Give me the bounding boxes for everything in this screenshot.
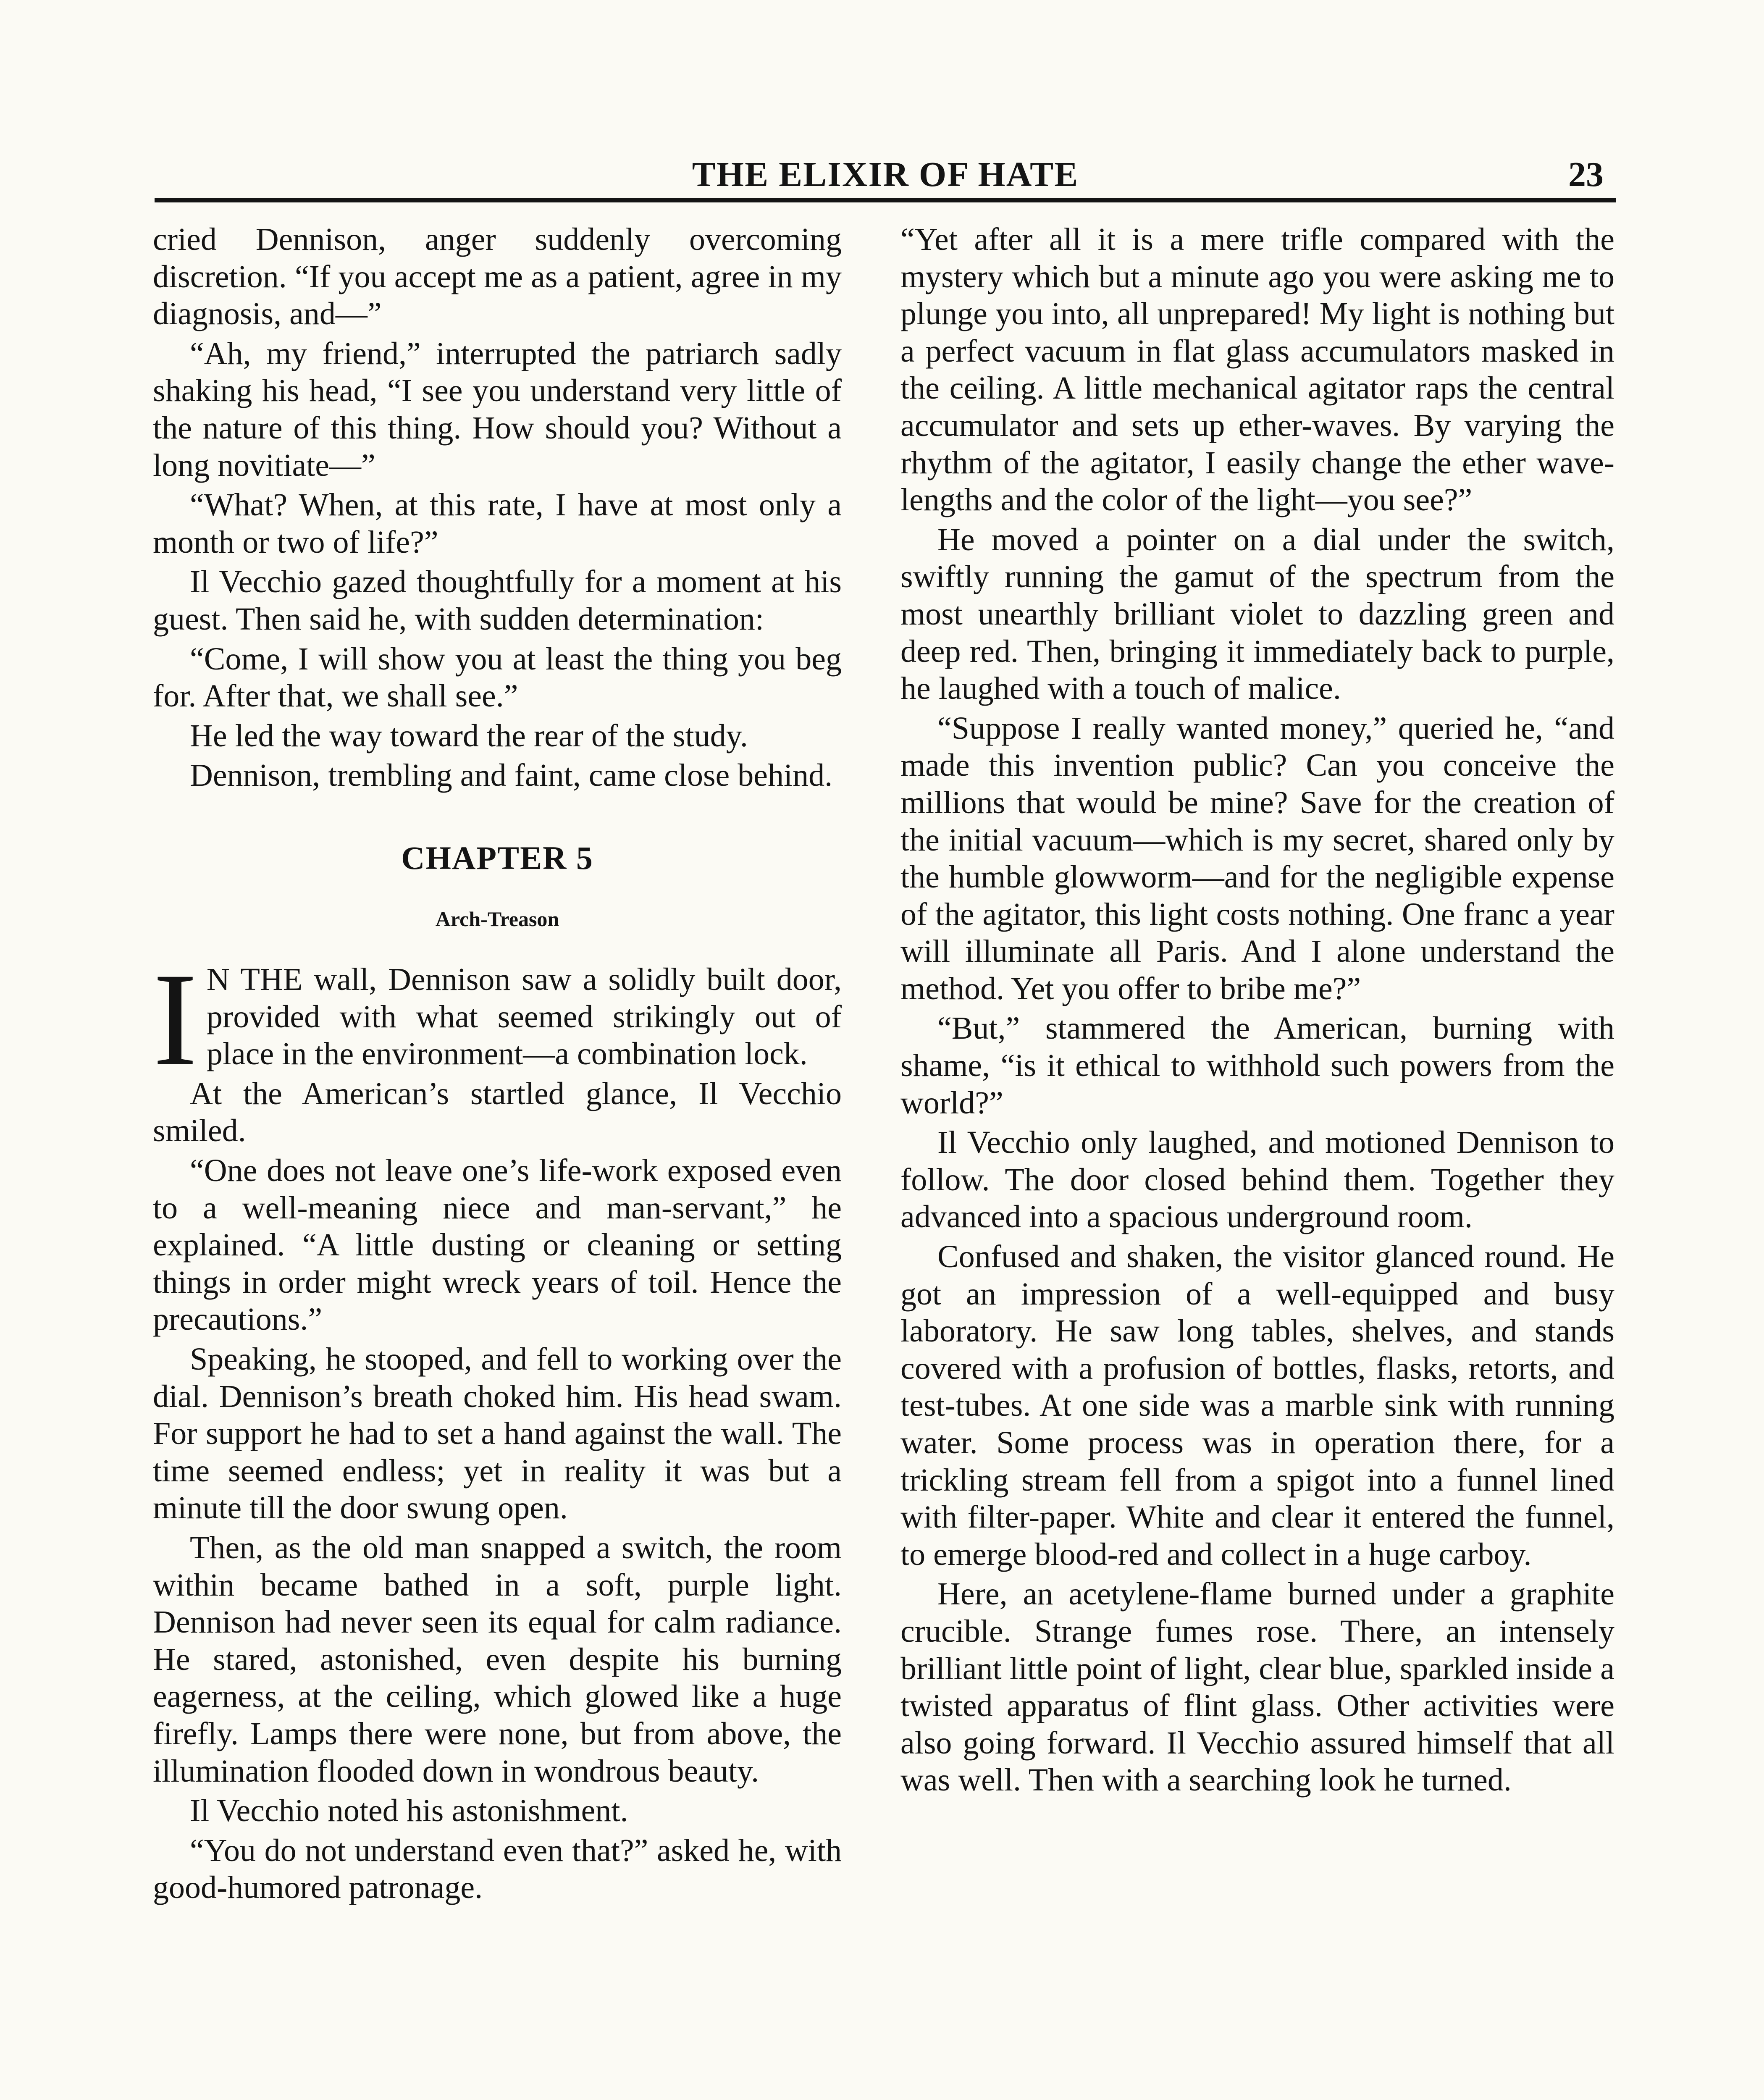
paragraph: Dennison, trembling and faint, came close behind.: [190, 758, 833, 793]
paragraph: Il Vecchio noted his astonishment.: [190, 1793, 628, 1829]
paragraph: “Suppose I really wanted money,” queried he, “and made this invention public? Can you conceive the millions that would be mine? Save for the creation of the initial vacuum—which is my secret, shared only by the humble glowworm—and for the negligible expense of the agitator, this light costs nothing. One franc a year will illuminate all Paris. And I alone understand the method. Yet you offer to bribe me?”: [900, 710, 1614, 1006]
running-header: [155, 155, 1616, 195]
paragraph: Il Vecchio only laughed, and motioned Dennison to follow. The door closed behind them. Together they advanced into a spacious underground room.: [900, 1125, 1614, 1235]
paragraph: Then, as the old man snapped a switch, the room within became bathed in a soft, purple light. Dennison had never seen its equal for calm radiance. He stared, astonished, even despite his burning eagerness, at the ceiling, which glowed like a huge firefly. Lamps there were none, but from above, the illumination flooded down in wondrous beauty.: [153, 1530, 842, 1789]
header-rule: [155, 198, 1616, 202]
paragraph: cried Dennison, anger suddenly overcoming discretion. “If you accept me as a patient, agree in my diagnosis, and—”: [153, 222, 842, 332]
paragraph: “You do not understand even that?” asked he, with good-humored patronage.: [153, 1832, 842, 1906]
paragraph: He moved a pointer on a dial under the switch, swiftly running the gamut of the spectrum from the most unearthly brilliant violet to dazzling green and deep red. Then, bringing it immediately back to purple, he laughed with a touch of malice.: [900, 522, 1614, 706]
paragraph: “What? When, at this rate, I have at most only a month or two of life?”: [153, 487, 842, 560]
paragraph: “Yet after all it is a mere trifle compared with the mystery which but a minute ago you were asking me to plunge you into, all unprepared! My light is nothing but a perfect vacuum in flat glass accumulators masked in the ceiling. A little mechanical agitator raps the central accumulator and sets up ether-waves. By varying the rhythm of the agitator, I easily change the ether wave-lengths and the color of the light—you see?”: [900, 222, 1614, 518]
page-number: 23: [1568, 155, 1604, 194]
drop-cap: I: [153, 945, 197, 1094]
paragraph: “One does not leave one’s life-work exposed even to a well-meaning niece and man-servant,” he explained. “A little dusting or cleaning or setting things in order might wreck years of toil. Hence the precautions.”: [153, 1153, 842, 1337]
paragraph: “Ah, my friend,” interrupted the patriarch sadly shaking his head, “I see you understand very little of the nature of this thing. How should you? Without a long novitiate—”: [153, 336, 842, 483]
left-column: [153, 221, 842, 2100]
paragraph: Confused and shaken, the visitor glanced round. He got an impression of a well-equipped and busy laboratory. He saw long tables, shelves, and stands covered with a profusion of bottles, flasks, retorts, and test-tubes. At one side was a marble sink with running water. Some process was in operation there, for a trickling stream fell from a spigot into a funnel lined with filter-paper. White and clear it entered the funnel, to emerge blood-red and collect in a huge carboy.: [900, 1239, 1614, 1572]
chapter-subtitle: Arch-Treason: [435, 907, 559, 931]
chapter-heading: CHAPTER 5: [401, 839, 593, 876]
opening-paragraph: [153, 945, 842, 1094]
paragraph: “But,” stammered the American, burning with shame, “is it ethical to withhold such powers from the world?”: [900, 1011, 1614, 1121]
paragraph: He led the way toward the rear of the study.: [190, 718, 748, 753]
paragraph: Here, an acetylene-flame burned under a graphite crucible. Strange fumes rose. There, an intensely brilliant little point of light, clear blue, sparkled inside a twisted apparatus of flint glass. Other activities were also going forward. Il Vecchio assured himself that all was well. Then with a searching look he turned.: [900, 1576, 1614, 1798]
opening-text: N THE wall, Dennison saw a solidly built door, provided with what seemed strikingly out of place in the environment—a combination lock.: [206, 962, 842, 1072]
paragraph: “Come, I will show you at least the thing you beg for. After that, we shall see.”: [153, 641, 842, 714]
right-column: [900, 221, 1614, 2100]
running-title: THE ELIXIR OF HATE: [692, 155, 1079, 194]
paragraph: Il Vecchio gazed thoughtfully for a moment at his guest. Then said he, with sudden determination:: [153, 564, 842, 637]
paragraph: Speaking, he stooped, and fell to working over the dial. Dennison’s breath choked him. His head swam. For support he had to set a hand against the wall. The time seemed endless; yet in reality it was but a minute till the door swung open.: [153, 1341, 842, 1526]
paragraph: At the American’s startled glance, Il Vecchio smiled.: [153, 1076, 842, 1149]
